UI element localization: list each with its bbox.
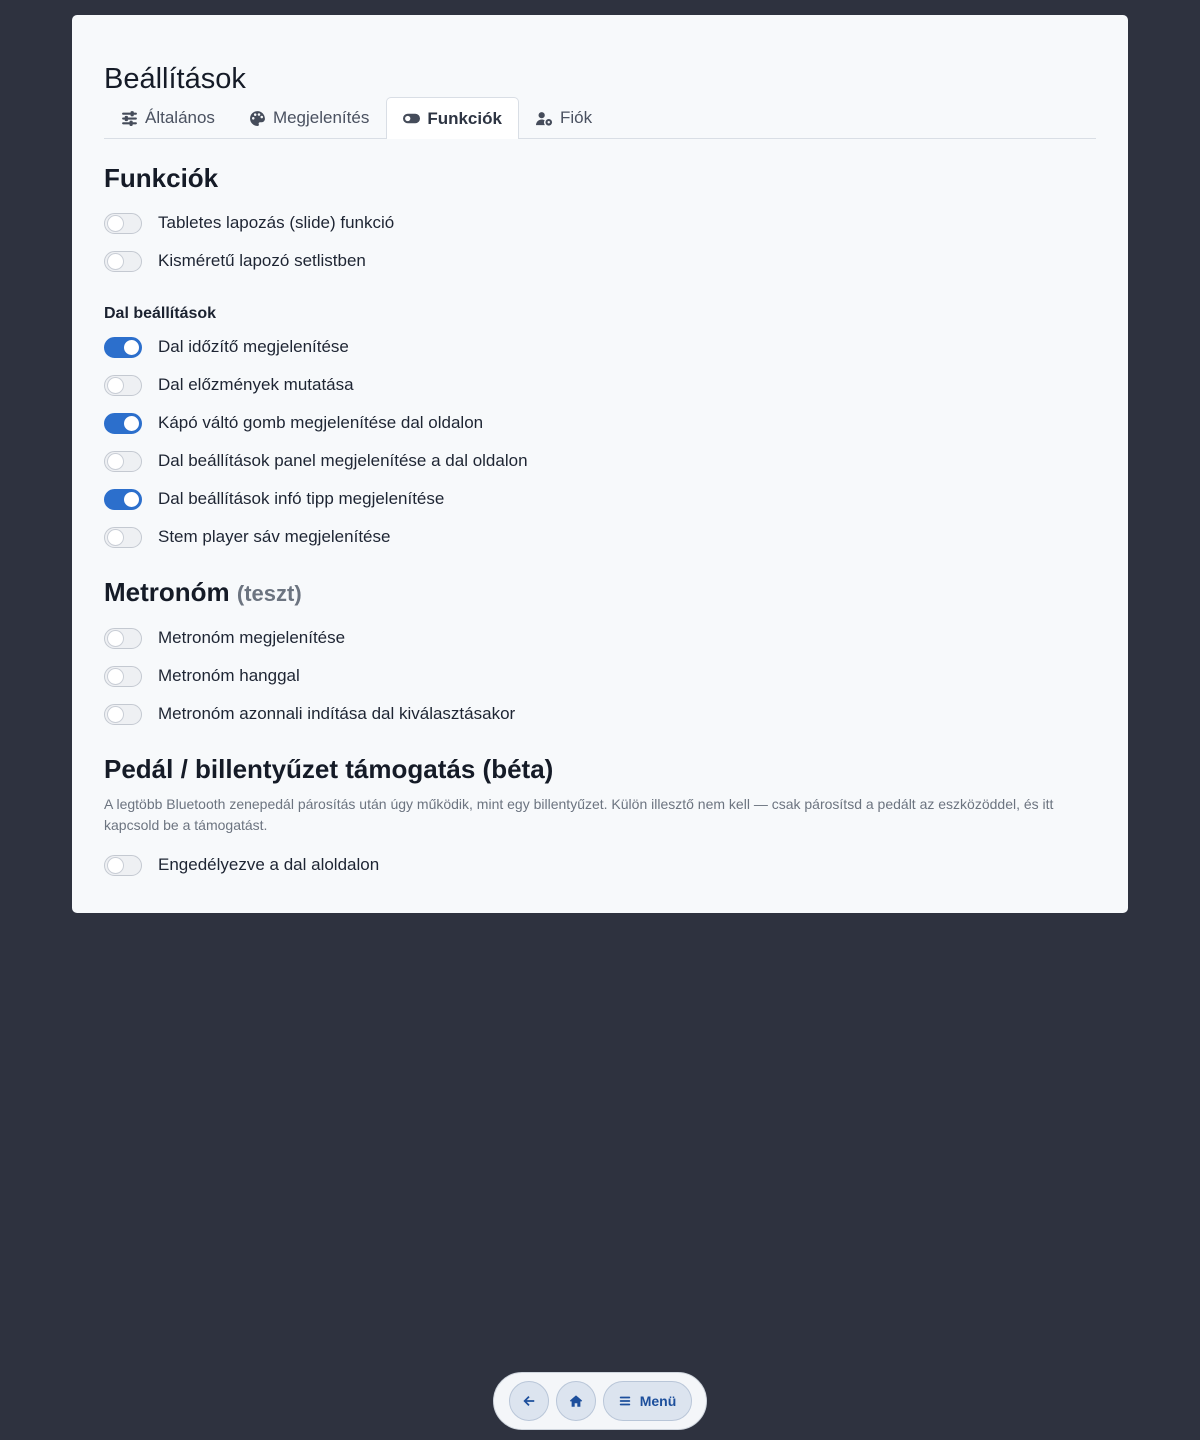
toggle-label: Engedélyezve a dal aloldalon — [158, 855, 380, 874]
toggle-switch[interactable] — [104, 251, 142, 272]
song-settings-heading: Dal beállítások — [104, 305, 217, 322]
toggle-switch[interactable] — [104, 213, 142, 234]
back-button[interactable] — [509, 1381, 549, 1421]
toggle-switch[interactable] — [104, 855, 142, 876]
toggle-switch[interactable] — [104, 628, 142, 649]
toggle-label: Dal beállítások infó tipp megjelenítése — [158, 489, 445, 508]
settings-card — [72, 15, 1128, 913]
metronome-title: Metronóm — [104, 577, 230, 607]
toggle-label: Metronóm megjelenítése — [158, 628, 346, 647]
toggle-label: Kisméretű lapozó setlistben — [158, 251, 366, 270]
toggle-label: Dal beállítások panel megjelenítése a dal oldalon — [158, 451, 528, 470]
toggle-row-metronome-sound — [104, 664, 300, 688]
toggle-row-stem-player — [104, 525, 390, 549]
tab-general[interactable] — [104, 97, 232, 138]
toggle-label: Kápó váltó gomb megjelenítése dal oldalon — [158, 413, 484, 432]
tab-functions[interactable] — [386, 97, 519, 139]
toggle-knob — [124, 416, 139, 431]
toggle-knob — [108, 858, 123, 873]
tab-label: Funkciók — [427, 108, 502, 128]
hamburger-icon — [618, 1394, 632, 1408]
toggle-row-tablet-slide — [104, 211, 394, 235]
home-icon — [569, 1394, 583, 1408]
toggle-knob — [124, 340, 139, 355]
toggle-row-song-timer — [104, 335, 349, 359]
toggle-label: Metronóm azonnali indítása dal kiválasztásakor — [158, 704, 516, 723]
bottom-nav — [493, 1372, 707, 1430]
pedal-description: A legtöbb Bluetooth zenepedál párosítás után úgy működik, mint egy billentyűzet. Külön illesztő nem kell — csak párosítsd a pedált az eszközöddel, és itt kapcsold be a támogatást. — [104, 796, 1054, 833]
toggle-switch[interactable] — [104, 704, 142, 725]
toggle-knob — [108, 216, 123, 231]
functions-heading: Funkciók — [104, 163, 219, 193]
toggle-row-pedal-enable — [104, 853, 379, 877]
sliders-icon — [121, 110, 138, 127]
toggle-knob — [108, 631, 123, 646]
toggle-knob — [108, 530, 123, 545]
toggle-label: Dal időzítő megjelenítése — [158, 337, 349, 356]
tab-display[interactable] — [232, 97, 386, 138]
toggle-switch[interactable] — [104, 413, 142, 434]
page-title: Beállítások — [104, 63, 246, 95]
toggle-label: Dal előzmények mutatása — [158, 375, 354, 394]
pedal-heading: Pedál / billentyűzet támogatás (béta) — [104, 754, 554, 784]
toggle-knob — [108, 254, 123, 269]
toggle-switch[interactable] — [104, 489, 142, 510]
toggle-label: Stem player sáv megjelenítése — [158, 527, 391, 546]
toggle-row-metronome-show — [104, 626, 345, 650]
tab-label: Általános — [145, 108, 215, 127]
toggle-icon — [403, 110, 420, 127]
toggle-knob — [108, 707, 123, 722]
toggle-row-capo-button — [104, 411, 483, 435]
home-button[interactable] — [556, 1381, 596, 1421]
palette-icon — [249, 110, 266, 127]
toggle-row-small-pager — [104, 249, 366, 273]
toggle-switch[interactable] — [104, 337, 142, 358]
toggle-row-metronome-autostart — [104, 702, 515, 726]
toggle-switch[interactable] — [104, 451, 142, 472]
menu-button[interactable] — [603, 1381, 692, 1421]
metronome-suffix: (teszt) — [236, 581, 302, 606]
toggle-label: Metronóm hanggal — [158, 666, 300, 685]
toggle-row-song-history — [104, 373, 354, 397]
tab-account[interactable] — [519, 97, 609, 138]
user-gear-icon — [536, 110, 553, 127]
toggle-knob — [108, 669, 123, 684]
tab-label: Megjelenítés — [272, 108, 370, 127]
toggle-label: Tabletes lapozás (slide) funkció — [158, 213, 395, 232]
toggle-knob — [124, 492, 139, 507]
toggle-knob — [108, 378, 123, 393]
toggle-row-info-tip — [104, 487, 444, 511]
menu-label: Menü — [639, 1393, 677, 1409]
arrow-left-icon — [522, 1394, 536, 1408]
tab-label: Fiók — [559, 108, 593, 127]
toggle-row-settings-panel — [104, 449, 528, 473]
metronome-heading — [104, 574, 302, 612]
toggle-knob — [108, 454, 123, 469]
toggle-switch[interactable] — [104, 666, 142, 687]
toggle-switch[interactable] — [104, 527, 142, 548]
toggle-switch[interactable] — [104, 375, 142, 396]
tab-bar — [104, 98, 1096, 139]
